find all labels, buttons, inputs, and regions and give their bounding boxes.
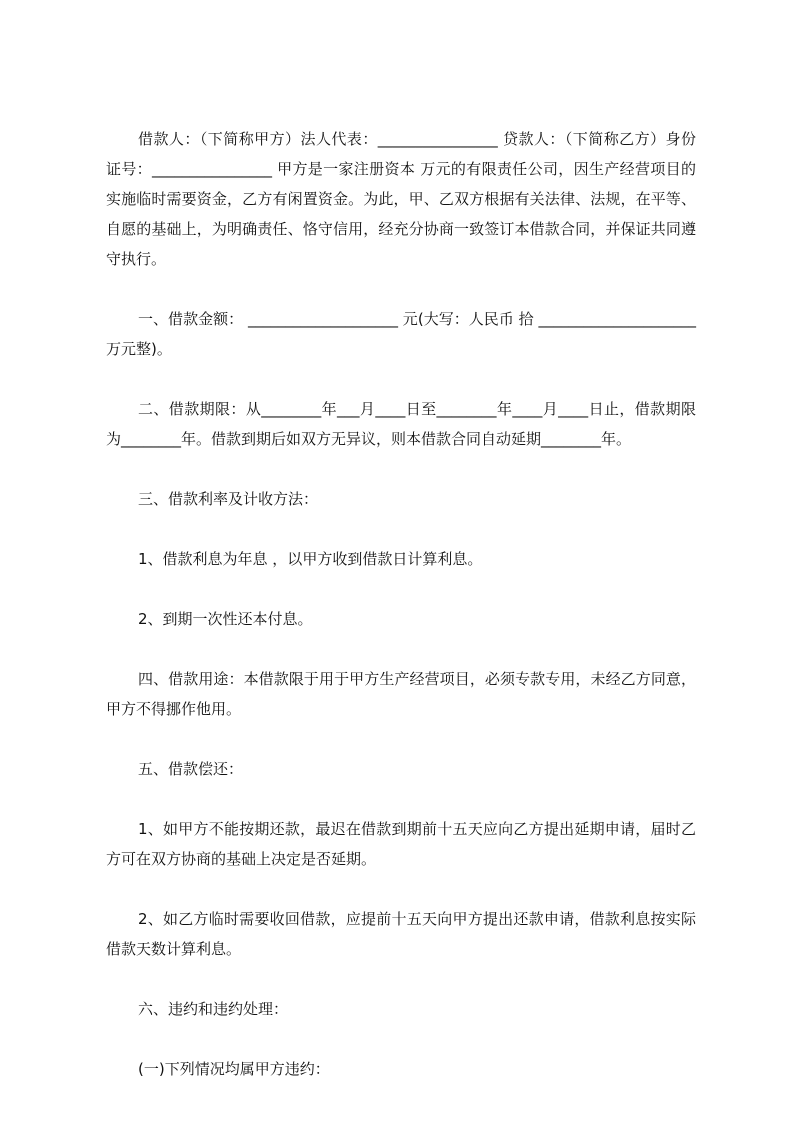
clause-repayment-item-1: 1、如甲方不能按期还款，最迟在借款到期前十五天应向乙方提出延期申请，届时乙方可在双方协商的基础上决定是否延期。 bbox=[106, 820, 696, 868]
clause-interest-heading: 三、借款利率及计收方法： bbox=[138, 490, 319, 508]
contract-intro-paragraph: 借款人：（下简称甲方）法人代表：________________ 贷款人：（下简称乙方）身份证号：________________ 甲方是一家注册资本 万元的有限责任公司，因生产经营项目的实施临时需要资金，乙方有闲置资金。为此，甲、乙双方根据有关法律、法规，在平等、自愿的基础上，为明确责任、恪守信用，经充分协商一致签订本借款合同，并保证共同遵守执行。 bbox=[106, 130, 696, 268]
clause-loan-amount: 一、借款金额： ____________________ 元(大写：人民币 拾 _____________________ 万元整)。 bbox=[106, 310, 696, 358]
contract-document bbox=[106, 124, 696, 1084]
clause-interest-item-2: 2、到期一次性还本付息。 bbox=[138, 610, 313, 628]
clause-interest-item-1: 1、借款利息为年息 ，以甲方收到借款日计算利息。 bbox=[138, 550, 483, 568]
clause-loan-term: 二、借款期限：从________年___月____日至________年____月____日止，借款期限为________年。借款到期后如双方无异议，则本借款合同自动延期________年。 bbox=[106, 400, 696, 448]
clause-breach-subheading: (一)下列情况均属甲方违约： bbox=[138, 1060, 330, 1078]
clause-repayment-heading: 五、借款偿还： bbox=[138, 760, 244, 778]
clause-repayment-item-2: 2、如乙方临时需要收回借款，应提前十五天向甲方提出还款申请，借款利息按实际借款天数计算利息。 bbox=[106, 910, 696, 958]
clause-loan-purpose: 四、借款用途：本借款限于用于甲方生产经营项目，必须专款专用，未经乙方同意，甲方不得挪作他用。 bbox=[106, 670, 696, 718]
clause-breach-heading: 六、违约和违约处理： bbox=[138, 1000, 289, 1018]
